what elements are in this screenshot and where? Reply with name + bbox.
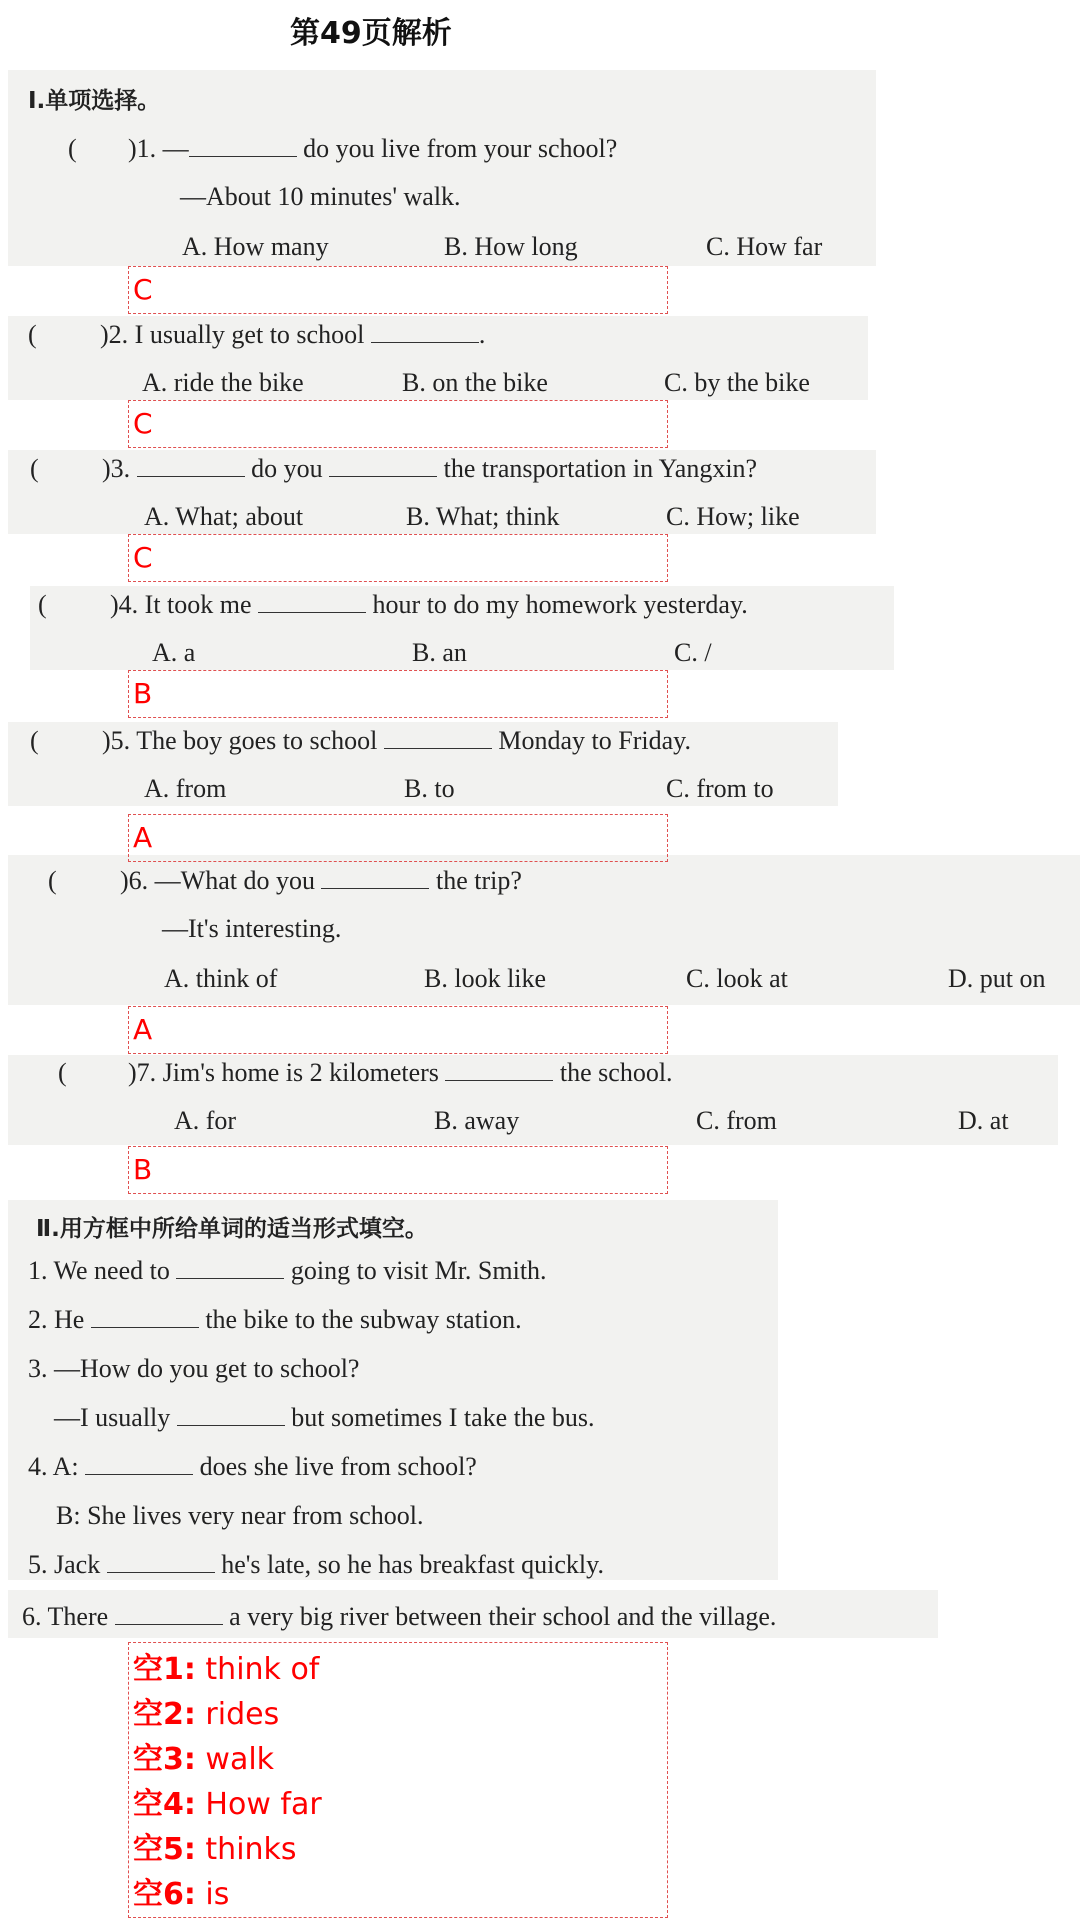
blank	[445, 1060, 553, 1081]
blank	[321, 868, 429, 889]
fill-item-6: 6. There a very big river between their school and the village.	[22, 1602, 777, 1631]
blank	[176, 1258, 284, 1279]
section-2-heading: Ⅱ.用方框中所给单词的适当形式填空。	[36, 1216, 428, 1242]
option: D. put on	[948, 964, 1046, 993]
answer-box-3: C	[128, 534, 668, 582]
option: A. ride the bike	[142, 368, 304, 397]
option: C. How far	[706, 232, 823, 261]
option: C. from	[696, 1106, 777, 1135]
blank	[371, 322, 479, 343]
answer-box-6: A	[128, 1006, 668, 1054]
option: A. a	[152, 638, 196, 667]
option: D. at	[958, 1106, 1009, 1135]
answer-row: 空6: is	[133, 1877, 230, 1912]
fill-item-1: 1. We need to going to visit Mr. Smith.	[28, 1256, 547, 1285]
option: C. by the bike	[664, 368, 810, 397]
fill-item-3-reply: —I usually but sometimes I take the bus.	[54, 1403, 595, 1432]
page-title: 第49页解析	[290, 16, 452, 51]
answer-row: 空4: How far	[133, 1787, 322, 1822]
fill-item-3: 3. —How do you get to school?	[28, 1354, 360, 1383]
blank	[91, 1307, 199, 1328]
option: A. think of	[164, 964, 278, 993]
question-2: ( )2. I usually get to school .	[28, 320, 486, 349]
option: C. How; like	[666, 502, 800, 531]
option: A. What; about	[144, 502, 304, 531]
blank	[177, 1405, 285, 1426]
answer-box-7: B	[128, 1146, 668, 1194]
option: B. to	[404, 774, 455, 803]
option: A. for	[174, 1106, 237, 1135]
answer-box-1: C	[128, 266, 668, 314]
option: C. /	[674, 638, 712, 667]
option: B. on the bike	[402, 368, 548, 397]
answer-row: 空3: walk	[133, 1742, 275, 1777]
option: C. look at	[686, 964, 788, 993]
fill-item-2: 2. He the bike to the subway station.	[28, 1305, 522, 1334]
fill-item-4: 4. A: does she live from school?	[28, 1452, 477, 1481]
question-1-reply: —About 10 minutes' walk.	[180, 182, 461, 211]
blank	[384, 728, 492, 749]
answer-box-section-2	[128, 1642, 668, 1918]
answer-row: 空5: thinks	[133, 1832, 297, 1867]
blank	[189, 136, 297, 157]
question-6-reply: —It's interesting.	[162, 914, 342, 943]
question-1: ( )1. — do you live from your school?	[68, 134, 618, 163]
answer-box-4: B	[128, 670, 668, 718]
paren: (	[68, 134, 77, 163]
option: B. look like	[424, 964, 547, 993]
fill-item-5: 5. Jack he's late, so he has breakfast quickly.	[28, 1550, 604, 1579]
option: B. an	[412, 638, 467, 667]
blank	[258, 592, 366, 613]
blank	[137, 456, 245, 477]
answer-box-2: C	[128, 400, 668, 448]
question-3: ( )3. do you the transportation in Yangxin?	[30, 454, 758, 483]
blank	[115, 1604, 223, 1625]
blank	[107, 1552, 215, 1573]
blank	[85, 1454, 193, 1475]
option: B. What; think	[406, 502, 560, 531]
answer-row: 空1: think of	[133, 1652, 320, 1687]
question-7: ( )7. Jim's home is 2 kilometers the school.	[58, 1058, 673, 1087]
section-1-heading: Ⅰ.单项选择。	[28, 88, 161, 114]
answer-box-5: A	[128, 814, 668, 862]
question-4: ( )4. It took me hour to do my homework yesterday.	[38, 590, 748, 619]
option: B. away	[434, 1106, 520, 1135]
option: B. How long	[444, 232, 578, 261]
blank	[329, 456, 437, 477]
question-6: ( )6. —What do you the trip?	[48, 866, 522, 895]
option: A. How many	[182, 232, 329, 261]
option: A. from	[144, 774, 227, 803]
answer-row: 空2: rides	[133, 1697, 280, 1732]
option: C. from to	[666, 774, 774, 803]
fill-item-4-reply: B: She lives very near from school.	[56, 1501, 424, 1530]
question-5: ( )5. The boy goes to school Monday to Friday.	[30, 726, 691, 755]
